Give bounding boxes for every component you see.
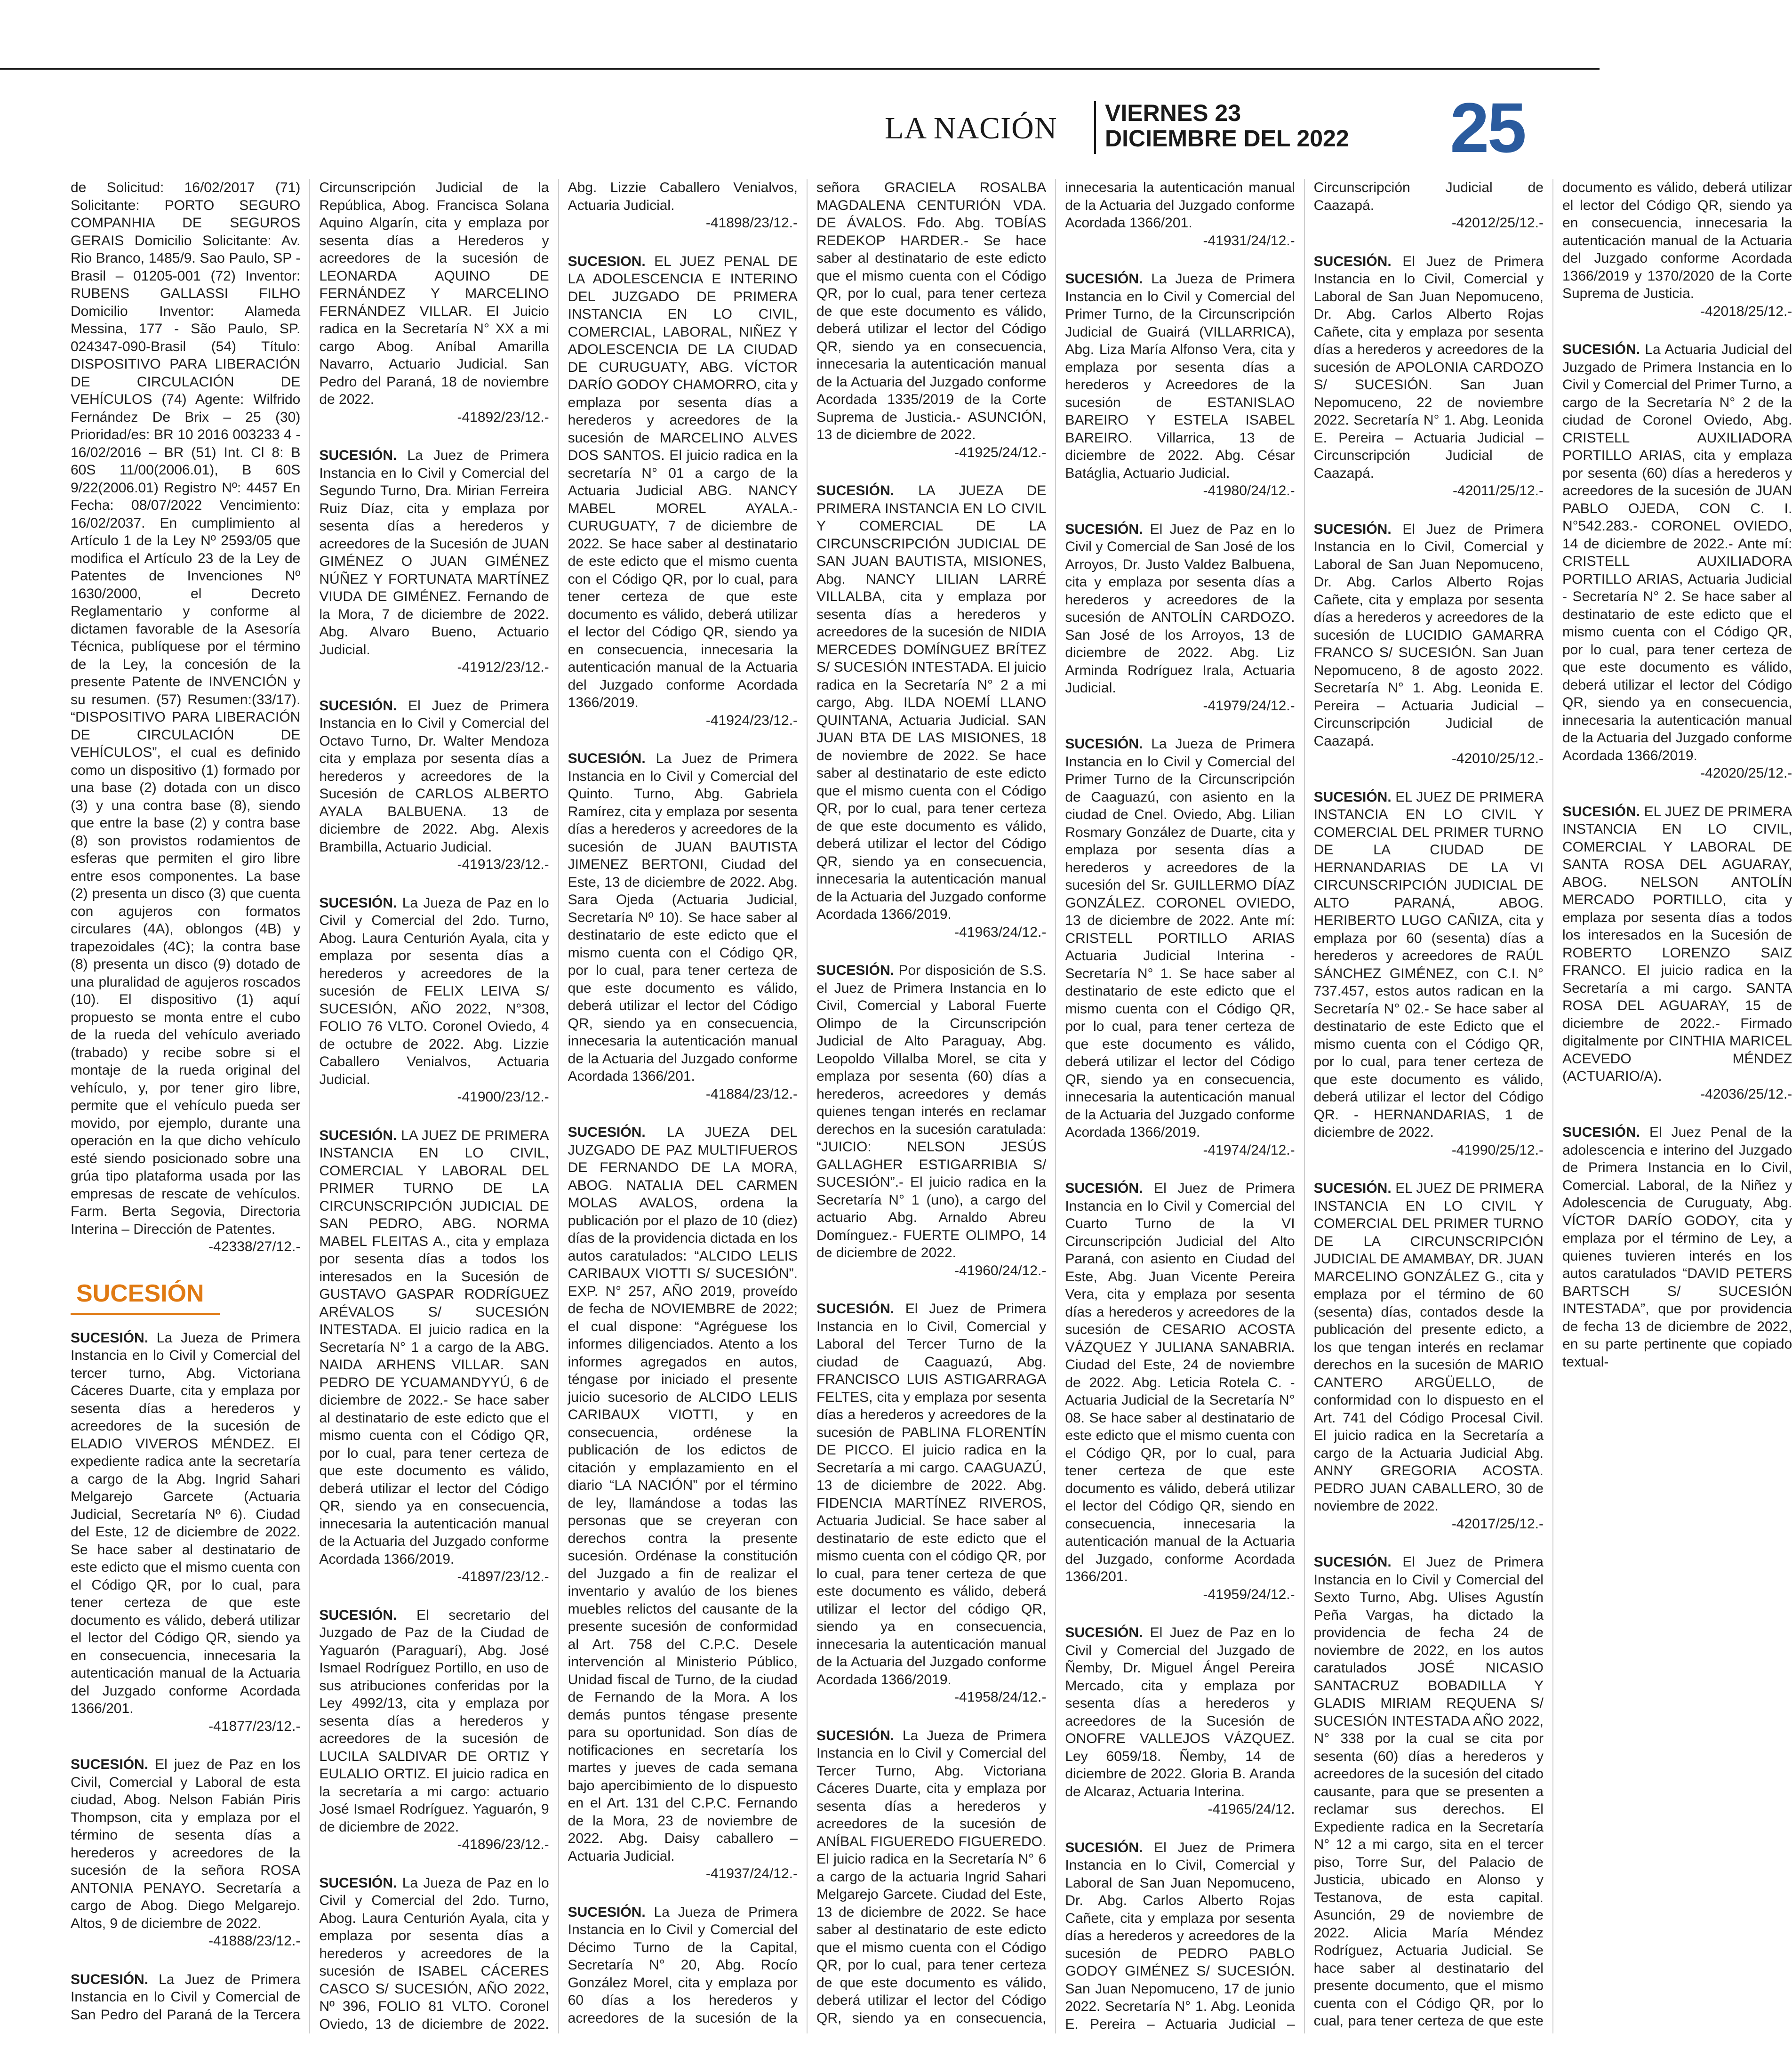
notice-lead: SUCESIÓN. (1065, 1625, 1143, 1640)
notice-ref: -41960/24/12.- (954, 1262, 1047, 1278)
notice-lead: SUCESIÓN. (1313, 253, 1392, 269)
notice-item (1065, 1624, 1295, 1800)
notice-ref: -41959/24/12.- (1203, 1586, 1295, 1602)
notice-body: El Juez de Primera Instancia en lo Civil, Comercial y Laboral del Tercer Turno de la ciudad de Caaguazú, Abg. FRANCISCO LUIS ASTIGARRAGA FELTES, cita y emplaza por sesenta días a herederos y acreedores de la sucesión de PABLINA FLORENTÍN DE PICCO. El juicio radica en la Secretaría a mi cargo. CAAGUAZÚ, 13 de diciembre de 2022. Abg. FIDENCIA MARTÍNEZ RIVEROS, Actuaria Judicial. Se hace saber al destinatario de este edicto que el mismo cuenta con el código QR, por lo cual, para tener certeza de que este documento es válido, deberá utilizar el lector del código QR, siendo ya en consecuencia, innecesaria la autenticación manual de la Actuaria del Juzgado conforme Acordada 1366/2019. (816, 1301, 1047, 1687)
notice-ref: -41979/24/12.- (1203, 698, 1295, 714)
notice-ref: -41965/24/12. (1208, 1801, 1295, 1817)
notice-ref: -42011/25/12.- (1453, 483, 1544, 498)
notice-body: Por disposición de S.S. el Juez de Primera Instancia en lo Civil, Comercial y Laboral Fuerte Olimpo de la Circunscripción Judicial de Alto Paraguay, Abg. Leopoldo Villalba Morel, se cita y emplaza por sesenta (60) días a herederos, acreedores y demás quienes tengan interés en reclamar derechos en la sucesión caratulada: “JUICIO: NELSON JESÚS GALLAGHER ESTIGARRIBIA S/ SUCESIÓN”.- El juicio radica en la Secretaría N° 1 (uno), a cargo del actuario Abg. Arnaldo Abreu Domínguez.- FUERTE OLIMPO, 14 de diciembre de 2022. (816, 963, 1047, 1261)
notice-lead: SUCESIÓN. (319, 895, 397, 911)
notice-body: El Juez de Primera Instancia en lo Civil y Comercial del Sexto Turno, Abg. Ulises Agustín Peña Vargas, ha dictado la providencia de fecha 24 de noviembre de 2022, en los autos caratulados JOSÉ NICASIO SANTACRUZ BOBADILLA Y GLADIS MIRIAM REQUENA S/ SUCESIÓN INTESTADA AÑO 2022, N° 338 por la cual se cita por sesenta (60) días a herederos y acreedores de la sucesión del citado causante, para que se presenten a reclamar sus derechos. El Expediente radica en la Secretaría N° 12 a mi cargo, sita en el tercer piso, Torre Sur, del Palacio de Justicia, ubicado en Alonso y Testanova, de esta capital. Asunción, 29 de noviembre de 2022. Alicia María Méndez Rodríguez, Actuaria Judicial. Se hace saber al destinatario del presente documento, que el mismo cuenta con el Código QR, por lo cual, para tener certeza de que este documento es válido, deberá utilizar el lector del Código QR, siendo ya en consecuencia, innecesaria la autenticación manual de la Actuaria del Juzgado conforme Acordada 1366/2019 y 1370/2020 de la Corte Suprema de Justicia. (1313, 180, 1792, 2029)
notice-lead: SUCESIÓN. (1313, 1181, 1392, 1196)
notice-ref: -41924/23/12.- (705, 712, 798, 728)
notice-item (1562, 341, 1792, 764)
notice-body: La Jueza de Primera Instancia en lo Civil y Comercial del Primer Turno de la Circunscripción de Caaguazú, con asiento en la ciudad de Cnel. Oviedo, Abg. Lilian Rosmary González de Duarte, cita y emplaza por sesenta días a herederos y acreedores de la sucesión del Sr. GUILLERMO DÍAZ GONZÁLEZ. CORONEL OVIEDO, 13 de diciembre de 2022. Ante mí: CRISTELL PORTILLO ARIAS Actuaria Judicial Interina - Secretaría N° 1. Se hace saber al destinatario de este edicto que el mismo cuenta con el Código QR, por lo cual, para tener certeza de que este documento es válido, deberá utilizar el lector del Código QR, siendo ya en consecuencia, innecesaria la autenticación manual de la Actuaria del Juzgado conforme Acordada 1366/2019. (1065, 736, 1295, 1140)
notice-ref: -41958/24/12.- (954, 1689, 1047, 1705)
notice-body: La Jueza de Primera Instancia en lo Civil y Comercial del Primer Turno, de la Circunscripción Judicial de Guairá (VILLARRICA), Abg. Liza María Alfonso Vera, cita y emplaza por sesenta días a herederos y Acreedores de la sucesión de ESTANISLAO BAREIRO Y ESTELA ISABEL BAREIRO. Villarrica, 13 de diciembre de 2022. Abg. César Batáglia, Actuario Judicial. (1065, 271, 1295, 481)
notice-body: La Juez de Primera Instancia en lo Civil y Comercial de San Pedro del Paraná de la Tercera Circunscripción Judicial de la República, Abog. Francisca Solana Aquino Algarín, cita y emplaza por sesenta días a Herederos y acreedores de la sucesión de LEONARDA AQUINO DE FERNÁNDEZ Y MARCELINO FERNÁNDEZ VILLAR. El Juicio radica en la Secretaría N° XX a mi cargo Abog. Aníbal Amarilla Navarro, Actuario Judicial. San Pedro del Paraná, 18 de noviembre de 2022. (71, 180, 549, 2023)
notice-ref: -42012/25/12.- (1451, 215, 1544, 231)
notice-ref: -41925/24/12.- (954, 444, 1047, 460)
notice-lead: SUCESIÓN. (816, 483, 895, 498)
notice-body: El Juez de Paz en lo Civil y Comercial del Juzgado de Ñemby, Dr. Miguel Ángel Pereira Mercado, cita y emplaza por sesenta días a herederos y acreedores de la Sucesión de ONOFRE VALLEJOS VÁZQUEZ. Ley 6059/18. Ñemby, 14 de diciembre de 2022. Gloria B. Aranda de Alcaraz, Actuaria Interina. (1065, 1625, 1295, 1800)
notice-item (568, 1124, 798, 1865)
notice-item (1562, 803, 1792, 1085)
notice-ref: -41931/24/12.- (1203, 233, 1295, 249)
notice-body: LA JUEZA DE PRIMERA INSTANCIA EN LO CIVIL Y COMERCIAL DE LA CIRCUNSCRIPCIÓN JUDICIAL DE SAN JUAN BAUTISTA, MISIONES, Abg. NANCY LILIAN LARRÉ VILLALBA, cita y emplaza por sesenta días a herederos y acreedores de la sucesión de NIDIA MERCEDES DOMÍNGUEZ BRÍTEZ S/ SUCESIÓN INTESTADA. El juicio radica en la Secretaría N° 2 a mi cargo, Abg. ILDA NOEMÍ LLANO QUINTANA, Actuaria Judicial. SAN JUAN BTA DE LAS MISIONES, 18 de noviembre de 2022. Se hace saber al destinatario de este edicto que el mismo cuenta con el Código QR, por lo cual, para tener certeza de que este documento es válido, deberá utilizar el lector del Código QR, siendo ya en consecuencia, innecesaria la autenticación manual de la Actuaria del Juzgado conforme Acordada 1366/2019. (816, 483, 1047, 922)
notice-item (568, 750, 798, 1085)
notice-body: El Juez Penal de la adolescencia e interino del Juzgado de Primera Instancia en lo Civil, Comercial. Laboral, de la Niñez y Adolescencia de Curuguaty, Abg. VÍCTOR DARÍO GODOY, cita y emplaza por el término de Ley, a quienes tuvieren interés en los autos caratulados “DAVID PETERS BARTSCH S/ SUCESIÓN INTESTADA”, que por providencia de fecha 13 de diciembre de 2022, en su parte pertinente que copiado textual- (1562, 1125, 1792, 1370)
notice-lead: SUCESIÓN. (1313, 521, 1392, 537)
notice-ref: -41884/23/12.- (705, 1086, 798, 1102)
notice-body: El Juez de Primera Instancia en lo Civil, Comercial y Laboral de San Juan Nepomuceno, Dr. Abg. Carlos Alberto Rojas Cañete, cita y emplaza por sesenta días a herederos y acreedores de la sucesión de APOLONIA CARDOZO S/ SUCESIÓN. San Juan Nepomuceno, 22 de noviembre 2022. Secretaría N° 1. Abg. Leonida E. Pereira – Actuaria Judicial – Circunscripción Judicial de Caazapá. (1313, 253, 1544, 481)
notice-ref: -41877/23/12.- (208, 1718, 301, 1734)
notice-item (1065, 1180, 1295, 1586)
notice-item (319, 894, 549, 1089)
notice-item (1314, 1180, 1544, 1515)
notice-body: EL JUEZ DE PRIMERA INSTANCIA EN LO CIVIL Y COMERCIAL DEL PRIMER TURNO DE LA CIRCUNSCRIPCIÓN JUDICIAL DE AMAMBAY, DR. JUAN MARCELINO GONZÁLEZ G., cita y emplaza por el término de 60 (sesenta) días, contados desde la publicación del presente edicto, a los que tengan interés en reclamar derechos en la sucesión de MARIO CANTERO ARGÜELLO, de conformidad con lo dispuesto en el Art. 741 del Código Procesal Civil. El juicio radica en la Secretaría a cargo de la Actuaria Judicial Abg. ANNY GREGORIA ACOSTA. PEDRO JUAN CABALLERO, 30 de noviembre de 2022. (1313, 1181, 1544, 1514)
notice-ref: -41896/23/12.- (457, 1837, 549, 1852)
notice-item (816, 1300, 1046, 1688)
notice-lead: SUCESIÓN. (1065, 521, 1143, 537)
notice-lead: SUCESIÓN. (71, 1757, 149, 1772)
notice-lead: SUCESIÓN. (568, 1904, 646, 1920)
notice-lead: SUCESION. (568, 253, 646, 269)
notice-item (568, 253, 798, 712)
notice-lead: SUCESIÓN. (816, 963, 895, 978)
notice-item (1314, 253, 1544, 482)
notice-lead: SUCESIÓN. (1065, 1840, 1143, 1856)
patent-notice-text: de Solicitud: 16/02/2017 (71) Solicitante: PORTO SEGURO COMPANHIA DE SEGUROS GERAIS Domicilio Solicitante: Av. Rio Branco, 1485/9. Sao Paulo, SP - Brasil – 01205-001 (72) Inventor: RUBENS GALLASSI FILHO Domicilio Inventor: Alameda Messina, 177 - São Paulo, SP. 024347-090-Brasil (54) Título: DISPOSITIVO PARA LIBERACIÓN DE CIRCULACIÓN DE VEHÍCULOS (74) Agente: Wilfrido Fernández De Brix – 25 (30) Prioridad/es: BR 10 2016 003233 4 - 16/02/2016 – BR (51) Int. Cl 8: B 60S 11/00(2006.01), B 60S 9/22(2006.01) Registro Nº: 4457 En Fecha: 08/07/2022 Vencimiento: 16/02/2037. En cumplimiento al Artículo 1 de la Ley Nº 2593/05 que modifica el Artículo 23 de la Ley de Patentes de Invenciones Nº 1630/2000, el Decreto Reglamentario y conforme al dictamen favorable de la Asesoría Técnica, publíquese por el término de la Ley, la concesión de la presente Patente de INVENCIÓN y su resumen. (57) Resumen:(33/17). “DISPOSITIVO PARA LIBERACIÓN DE CIRCULACIÓN DE VEHÍCULOS”, el cual es definido como un dispositivo (1) formado por una base (2) dotada con un disco (3) y una contra base (8), siendo que entre la base (2) y contra base (8) son provistos rodamientos de esferas que permiten el giro libre entre esos componentes. La base (2) presenta un disco (3) que cuenta con agujeros con formatos circulares (4A), oblongos (4B) y trapezoidales (4C); la contra base (8) presenta un disco (9) dotado de una pluralidad de agujeros roscados (10). El dispositivo (1) aquí propuesto se monta entre el cubo de la rueda del vehículo averiado (trabado) y recibe sobre si el montaje de la rueda original del vehículo, y, por tener giro libre, permite que el vehículo pueda ser movido, por ejemplo, durante una operación en la que dicho vehículo esté siendo posicionado sobre una grúa tipo plataforma usada por las empresas de rescate de vehículos. Farm. Berta Segovia, Directoria Interina – Dirección de Patentes. (71, 180, 301, 1237)
notice-ref: -42010/25/12.- (1451, 751, 1544, 766)
section-heading: SUCESIÓN (71, 1277, 220, 1315)
notice-item (319, 697, 549, 856)
notice-body: El Juez de Primera Instancia en lo Civil y Comercial del Octavo Turno, Dr. Walter Mendoza cita y emplaza por sesenta días a herederos y acreedores de la Sucesión de CARLOS ALBERTO AYALA BALBUENA. 13 de diciembre de 2022. Abg. Alexis Brambilla, Actuario Judicial. (319, 698, 549, 855)
top-rule (0, 68, 1600, 70)
notice-item (71, 1329, 300, 1718)
notice-item (1314, 521, 1544, 750)
notice-ref: -41990/25/12.- (1451, 1142, 1544, 1158)
notice-lead: SUCESIÓN. (1562, 804, 1640, 820)
masthead (885, 88, 1525, 167)
notice-body: La Actuaria Judicial del Juzgado de Primera Instancia en lo Civil y Comercial del Primer Turno, a cargo de la Secretaría N° 2 de la ciudad de Coronel Oviedo, Abg. CRISTELL AUXILIADORA PORTILLO ARIAS, cita y emplaza por sesenta (60) días a herederos y acreedores de la sucesión de JUAN PABLO OJEDA, CON C. I. N°542.283.- CORONEL OVIEDO, 14 de diciembre de 2022.- Ante mí: CRISTELL AUXILIADORA PORTILLO ARIAS, Actuaria Judicial - Secretaría N° 2. Se hace saber al destinatario de este edicto que el mismo cuenta con el Código QR, por lo cual, para tener certeza de que este documento es válido, deberá utilizar el lector del Código QR, siendo ya en consecuencia, innecesaria la autenticación manual de la Actuaria del Juzgado conforme Acordada 1366/2019. (1562, 342, 1792, 763)
notice-ref: -41892/23/12.- (457, 409, 549, 425)
page-number: 25 (1450, 88, 1525, 167)
notices-columns (71, 179, 1792, 2033)
notice-item (319, 1607, 549, 1836)
notice-item (816, 962, 1046, 1262)
notice-lead: SUCESIÓN. (71, 1330, 149, 1346)
notice-body: La Jueza de Paz en lo Civil y Comercial del 2do. Turno, Abog. Laura Centurión Ayala, cita y emplaza por sesenta días a herederos y acreedores de la sucesión de ISABEL CÁCERES CASCO S/ SUCESIÓN, AÑO 2022, Nº 396, FOLIO 81 VLTO. Coronel Oviedo, 13 de diciembre de 2022. Abg. Lizzie Caballero Venialvos, Actuaria Judicial. (319, 180, 798, 2032)
notice-body: La Jueza de Paz en lo Civil y Comercial del 2do. Turno, Abog. Laura Centurión Ayala, cita y emplaza por sesenta días a herederos y acreedores de la sucesión de FELIX LEIVA S/ SUCESIÓN, AÑO 2022, N°308, FOLIO 76 VLTO. Coronel Oviedo, 4 de octubre de 2022. Abg. Lizzie Caballero Venialvos, Actuaria Judicial. (319, 895, 549, 1087)
notice-lead: SUCESIÓN. (1065, 736, 1143, 752)
notice-lead: SUCESIÓN. (319, 698, 397, 714)
notice-lead: SUCESIÓN. (319, 1607, 397, 1623)
notice-body: La Jueza de Primera Instancia en lo Civil y Comercial del tercer turno, Abg. Victoriana Cáceres Duarte, cita y emplaza por sesenta días a herederos y acreedores de la sucesión de ELADIO VIVEROS MÉNDEZ. El expediente radica ante la secretaría a cargo de la Abg. Ingrid Sahari Melgarejo Garcete (Actuaria Judicial, Secretaría Nº 6). Ciudad del Este, 12 de diciembre de 2022. Se hace saber al destinatario de este edicto que el mismo cuenta con el Código QR, por lo cual, para tener certeza de que este documento es válido, deberá utilizar el lector del Código QR, siendo ya en consecuencia, innecesaria la autenticación manual de la Actuaria del Juzgado conforme Acordada 1366/201. (71, 1330, 301, 1716)
notice-body: La Juez de Primera Instancia en lo Civil y Comercial del Quinto. Turno, Abg. Gabriela Ramírez, cita y emplaza por sesenta días a herederos y acreedores de la sucesión de JUAN BAUTISTA JIMENEZ BERTONI, Ciudad del Este, 13 de diciembre de 2022. Abg. Sara Ojeda (Actuaria Judicial, Secretaría Nº 10). Se hace saber al destinatario de este edicto que el mismo cuenta con el Código QR, por lo cual, para tener certeza de que este documento es válido, deberá utilizar el lector del Código QR, siendo ya en consecuencia, innecesaria la autenticación manual de la Actuaria del Juzgado conforme Acordada 1366/201. (568, 751, 798, 1084)
notice-item (1562, 1124, 1792, 1371)
notice-lead: SUCESIÓN. (568, 1125, 646, 1140)
notice-ref: -42017/25/12.- (1451, 1516, 1544, 1532)
notice-ref: -41898/23/12.- (705, 215, 798, 231)
notice-ref: -41974/24/12.- (1203, 1142, 1295, 1158)
notice-item (1065, 270, 1295, 482)
issue-day: VIERNES 23 (1105, 100, 1241, 126)
notice-ref: -41963/24/12.- (954, 924, 1047, 940)
notice-body: EL JUEZ PENAL DE LA ADOLESCENCIA E INTERINO DEL JUZGADO DE PRIMERA INSTANCIA EN LO CIVIL, COMERCIAL, LABORAL, NIÑEZ Y ADOLESCENCIA DE LA CIUDAD DE CURUGUATY, ABG. VÍCTOR DARÍO GODOY CHAMORRO, cita y emplaza por sesenta días a herederos y acreedores de la sucesión de MARCELINO ALVES DOS SANTOS. El juicio radica en la secretaría N° 01 a cargo de la Actuaria Judicial ABG. NANCY MABEL MOREL AYALA.- CURUGUATY, 7 de diciembre de 2022. Se hace saber al destinatario de este edicto que el mismo cuenta con el Código QR, por lo cual, para tener certeza de que este documento es válido, deberá utilizar el lector del Código QR, siendo ya en consecuencia, innecesaria la autenticación manual de la Actuaria del Juzgado conforme Acordada 1366/2019. (568, 253, 798, 710)
notice-lead: SUCESIÓN. (319, 1875, 397, 1891)
notice-ref: -41900/23/12.- (457, 1089, 549, 1105)
notice-lead: SUCESIÓN. (568, 751, 646, 766)
newspaper-logo: LA NACIÓN (885, 111, 1057, 145)
notice-ref: -41937/24/12.- (705, 1866, 798, 1881)
notice-item (319, 447, 549, 659)
issue-date (1105, 100, 1349, 151)
notice-body: LA JUEZA DEL JUZGADO DE PAZ MULTIFUEROS DE FERNANDO DE LA MORA, ABOG. NATALIA DEL CARMEN MOLAS AVALOS, ordena la publicación por el plazo de 10 (diez) días de la providencia dictada en los autos caratulados: “ALCIDO LELIS CARIBAUX VIOTTI S/ SUCESIÓN”. EXP. N° 257, AÑO 2019, proveído de fecha de NOVIEMBRE de 2022; el cual dispone: “Agréguese los informes diligenciados. Atento a los informes agregados en autos, téngase por iniciado el presente juicio sucesorio de ALCIDO LELIS CARIBAUX VIOTTI, y en consecuencia, ordénese la publicación de los edictos de citación y emplazamiento en el diario “LA NACIÓN” por el término de ley, llamándose a todas las personas que se creyeran con derechos contra la presente sucesión. Ordénase la constitución del Juzgado a fin de realizar el inventario y avalúo de los bienes muebles relictos del causante de la presente sucesión de conformidad al Art. 758 del C.P.C. Desele intervención al Ministerio Público, Unidad fiscal de Turno, de la ciudad de Fernando de la Mora. A los demás puntos téngase presente para su oportunidad. Son días de notificaciones en secretaría los martes y jueves de cada semana bajo apercibimiento de lo dispuesto en el Art. 131 del C.P.C. Fernando de la Mora, 23 de noviembre de 2022. Abg. Daisy caballero – Actuaria Judicial. (568, 1125, 798, 1864)
notice-body: La Juez de Primera Instancia en lo Civil y Comercial del Segundo Turno, Dra. Mirian Ferreira Ruiz Díaz, cita y emplaza por sesenta días a herederos y acreedores de la Sucesión de JUAN GIMÉNEZ O JUAN GIMÉNEZ NÚÑEZ Y FORTUNATA MARTÍNEZ VIUDA DE GIMÉNEZ. Fernando de la Mora, 7 de diciembre de 2022. Abg. Alvaro Bueno, Actuario Judicial. (319, 448, 549, 658)
notice-ref: -41912/23/12.- (457, 659, 549, 675)
notice-lead: SUCESIÓN. (1313, 1554, 1392, 1570)
notice-ref: -42020/25/12.- (1700, 765, 1792, 781)
masthead-divider (1094, 101, 1096, 154)
notice-item (1314, 788, 1544, 1141)
notice-ref: -41897/23/12.- (457, 1569, 549, 1584)
notice-body: El juez de Paz en los Civil, Comercial y Laboral de esta ciudad, Abog. Nelson Fabián Piris Thompson, cita y emplaza por el término de sesenta días a herederos y acreedores de la sucesión de la señora ROSA ANTONIA PENAYO. Secretaría a cargo de Abog. Diego Melgarejo. Altos, 9 de diciembre de 2022. (71, 1757, 301, 1931)
notice-body: La Jueza de Primera Instancia en lo Civil y Comercial del Décimo Turno de la Capital, Secretaría N° 20, Abg. Rocío González Morel, cita y emplaza por 60 días a los herederos y acreedores de la sucesión de la señora GRACIELA ROSALBA MAGDALENA CENTURIÓN VDA. DE ÁVALOS. Fdo. Abg. TOBÍAS REDEKOP HARDER.- Se hace saber al destinatario de este edicto que el mismo cuenta con el Código QR, por lo cual, para tener certeza de que este documento es válido, deberá utilizar el lector del Código QR, siendo ya en consecuencia, innecesaria la autenticación manual de la Actuaria del Juzgado conforme Acordada 1335/2019 de la Corte Suprema de Justicia.- ASUNCIÓN, 13 de diciembre de 2022. (568, 180, 1047, 2026)
notice-item (319, 1127, 549, 1568)
notice-lead: SUCESIÓN. (1313, 789, 1392, 805)
notice-ref: -41913/23/12.- (457, 857, 549, 872)
notice-body: EL JUEZ DE PRIMERA INSTANCIA EN LO CIVIL, COMERCIAL Y LABORAL DE SANTA ROSA DEL AGUARAY, ABOG. NELSON ANTOLÍN MERCADO PORTILLO, cita y emplaza por sesenta días a todos los interesados en la Sucesión de ROBERTO LORENZO SAIZ FRANCO. El juicio radica en la Secretaría a mi cargo. SANTA ROSA DEL AGUARAY, 15 de diciembre de 2022.- Firmado digitalmente por CINTHIA MARICEL ACEVEDO MÉNDEZ (ACTUARIO/A). (1562, 804, 1792, 1084)
notice-body: La Jueza de Primera Instancia en lo Civil y Comercial del Tercer Turno, Abg. Victoriana Cáceres Duarte, cita y emplaza por sesenta días a herederos y acreedores de la sucesión de ANÍBAL FIGUEREDO FIGUEREDO. El juicio radica en la Secretaría N° 6 a cargo de la actuaria Ingrid Sahari Melgarejo Garcete. Ciudad del Este, 13 de diciembre de 2022. Se hace saber al destinatario de este edicto que el mismo cuenta con el Código QR, por lo cual, para tener certeza de que este documento es válido, deberá utilizar el lector del Código QR, siendo ya en consecuencia, innecesaria la autenticación manual de la Actuaria del Juzgado conforme Acordada 1366/201. (816, 180, 1295, 2026)
notice-ref: -42018/25/12.- (1700, 303, 1792, 319)
notice-lead: SUCESIÓN. (1065, 1181, 1143, 1196)
notice-body: El Juez de Paz en lo Civil y Comercial de San José de los Arroyos, Dr. Justo Valdez Balbuena, cita y emplaza por sesenta días a herederos y acreedores de la sucesión de ANTOLÍN CARDOZO. San José de los Arroyos, 13 de diciembre de 2022. Abg. Liz Arminda Rodríguez Irala, Actuaria Judicial. (1065, 521, 1295, 696)
notice-body: El secretario del Juzgado de Paz de la Ciudad de Yaguarón (Paraguarí), Abg. José Ismael Rodríguez Portillo, en uso de sus atribuciones conferidas por la Ley 4992/13, cita y emplaza por sesenta días a herederos y acreedores de la sucesión de LUCILA SALDIVAR DE ORTIZ Y EULALIO ORTIZ. El juicio radica en la secretaría a mi cargo: actuario José Ismael Rodríguez. Yaguarón, 9 de diciembre de 2022. (319, 1607, 549, 1835)
notice-body: El Juez de Primera Instancia en lo Civil y Comercial del Cuarto Turno de la VI Circunscripción Judicial del Alto Paraná, con asiento en Ciudad del Este, Abg. Juan Vicente Pereira Vera, cita y emplaza por sesenta días a herederos y acreedores de la sucesión de CESARIO ACOSTA VÁZQUEZ Y JULIANA SANABRIA. Ciudad del Este, 24 de noviembre de 2022. Abg. Leticia Rotela C. - Actuaria Judicial de la Secretaría N° 08. Se hace saber al destinatario de este edicto que el mismo cuenta con el Código QR, por lo cual, para tener certeza de que este documento es válido, deberá utilizar el lector del Código QR, siendo en consecuencia, innecesaria la autenticación manual de la Actuaria del Juzgado, conforme Acordada 1366/201. (1065, 1181, 1295, 1584)
notice-body: LA JUEZ DE PRIMERA INSTANCIA EN LO CIVIL, COMERCIAL Y LABORAL DEL PRIMER TURNO DE LA CIRCUNSCRIPCIÓN JUDICIAL DE SAN PEDRO, ABG. NORMA MABEL FLEITAS A., cita y emplaza por sesenta días a todos los interesados en la Sucesión de GUSTAVO GASPAR RODRÍGUEZ ARÉVALOS S/ SUCESIÓN INTESTADA. El juicio radica en la Secretaría N° 1 a cargo de la ABG. NAIDA ARHENS VILLAR. SAN PEDRO DE YCUAMANDYYÚ, 6 de diciembre de 2022.- Se hace saber al destinatario de este edicto que el mismo cuenta con el Código QR, por lo cual, para tener certeza de que este documento es válido, deberá utilizar el lector del Código QR, siendo ya en consecuencia, innecesaria la autenticación manual de la Actuaria del Juzgado conforme Acordada 1366/2019. (319, 1127, 549, 1567)
notice-ref: -42036/25/12.- (1700, 1086, 1792, 1102)
notice-body: El Juez de Primera Instancia en lo Civil, Comercial y Laboral de San Juan Nepomuceno, Dr. Abg. Carlos Alberto Rojas Cañete, cita y emplaza por sesenta días a herederos y acreedores de la sucesión de PEDRO PABLO GODOY GIMÉNEZ S/ SUCESIÓN. San Juan Nepomuceno, 17 de junio 2022. Secretaría N° 1. Abg. Leonida E. Pereira – Actuaria Judicial – Circunscripción Judicial de Caazapá. (1065, 180, 1544, 2032)
issue-month-year: DICIEMBRE DEL 2022 (1105, 125, 1349, 152)
notice-body: EL JUEZ DE PRIMERA INSTANCIA EN LO CIVIL Y COMERCIAL DEL PRIMER TURNO DE LA CIUDAD DE HERNANDARIAS DE LA VI CIRCUNSCRIPCIÓN JUDICIAL DE ALTO PARANÁ, ABOG. HERIBERTO LUGO CAÑIZA, cita y emplaza por 60 (sesenta) días a herederos y acreedores de RAÚL SÁNCHEZ GIMÉNEZ, con C.I. N° 737.457, estos autos radican en la Secretaría N° 02.- Se hace saber al destinatario de este Edicto que el mismo cuenta con el Código QR, por lo cual, para tener certeza de que este documento es válido, deberá utilizar el lector del Código QR. - HERNANDARIAS, 1 de diciembre de 2022. (1313, 789, 1544, 1140)
notice-lead: SUCESIÓN. (319, 448, 397, 463)
notice-ref: -41980/24/12.- (1203, 483, 1295, 498)
notice-lead: SUCESIÓN. (1562, 1125, 1640, 1140)
notice-lead: SUCESIÓN. (319, 1127, 397, 1143)
notice-item (1065, 735, 1295, 1141)
notice-lead: SUCESIÓN. (816, 1301, 895, 1317)
notice-item (71, 1756, 300, 1932)
patent-notice-ref: -42338/27/12.- (208, 1239, 301, 1254)
notice-ref: -41888/23/12.- (208, 1933, 301, 1949)
notice-lead: SUCESIÓN. (71, 1971, 149, 1987)
notice-lead: SUCESIÓN. (1065, 271, 1143, 287)
notice-item (1065, 521, 1295, 697)
notice-lead: SUCESIÓN. (1562, 342, 1640, 357)
notice-item (816, 482, 1046, 924)
notice-body: El Juez de Primera Instancia en lo Civil, Comercial y Laboral de San Juan Nepomuceno, Dr. Abg. Carlos Alberto Rojas Cañete, cita y emplaza por sesenta días a herederos y acreedores de la sucesión de LUCIDIO GAMARRA FRANCO S/ SUCESIÓN. San Juan Nepomuceno, 8 de agosto 2022. Secretaría N° 1. Abg. Leonida E. Pereira – Actuaria Judicial – Circunscripción Judicial de Caazapá. (1313, 521, 1544, 749)
notice-lead: SUCESIÓN. (816, 1728, 895, 1744)
